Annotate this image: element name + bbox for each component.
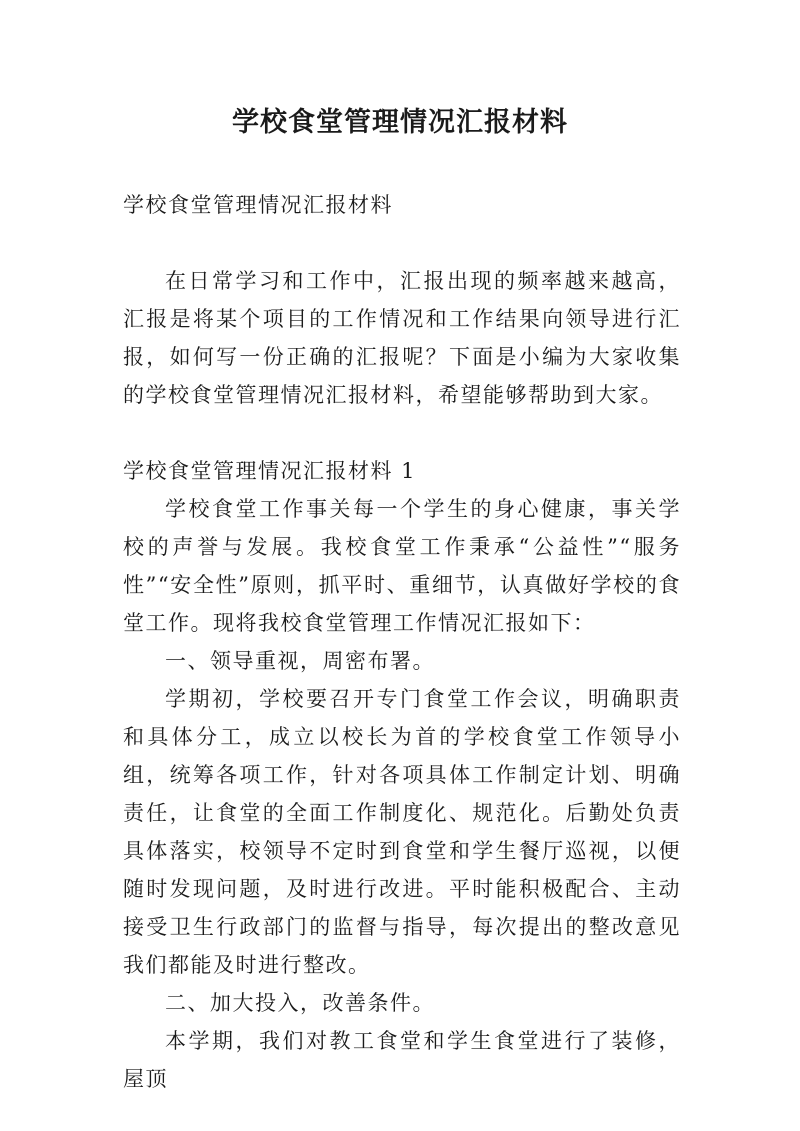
paragraph: 学期初，学校要召开专门食堂工作会议，明确职责和具体分工，成立以校长为首的学校食堂工作领导小组，统筹各项工作，针对各项具体工作制定计划、明确责任，让食堂的全面工作制度化、规范化。后勤处负责具体落实，校领导不定时到食堂和学生餐厅巡视，以便随时发现问题，及时进行改进。平时能积极配合、主动接受卫生行政部门的监督与指导，每次提出的整改意见我们都能及时进行整改。 [123,687,681,977]
section-1 [123,452,681,1098]
section-heading: 学校食堂管理情况汇报材料 1 [123,459,417,483]
paragraph: 学校食堂工作事关每一个学生的身心健康，事关学校的声誉与发展。我校食堂工作秉承“公益性”“服务性”“安全性”原则，抓平时、重细节，认真做好学校的食堂工作。现将我校食堂管理工作情况汇报如下： [123,497,681,635]
paragraph: 本学期，我们对教工食堂和学生食堂进行了装修，屋顶 [123,1029,681,1091]
intro-paragraph: 在日常学习和工作中，汇报出现的频率越来越高，汇报是将某个项目的工作情况和工作结果向领导进行汇报，如何写一份正确的汇报呢？下面是小编为大家收集的学校食堂管理情况汇报材料，希望能够帮助到大家。 [123,269,681,407]
subheading-investment: 二、加大投入，改善条件。 [165,991,435,1015]
document-title: 学校食堂管理情况汇报材料 [232,107,568,138]
subheading-leadership: 一、领导重视，周密布署。 [165,649,435,673]
document-subtitle: 学校食堂管理情况汇报材料 [123,193,393,217]
